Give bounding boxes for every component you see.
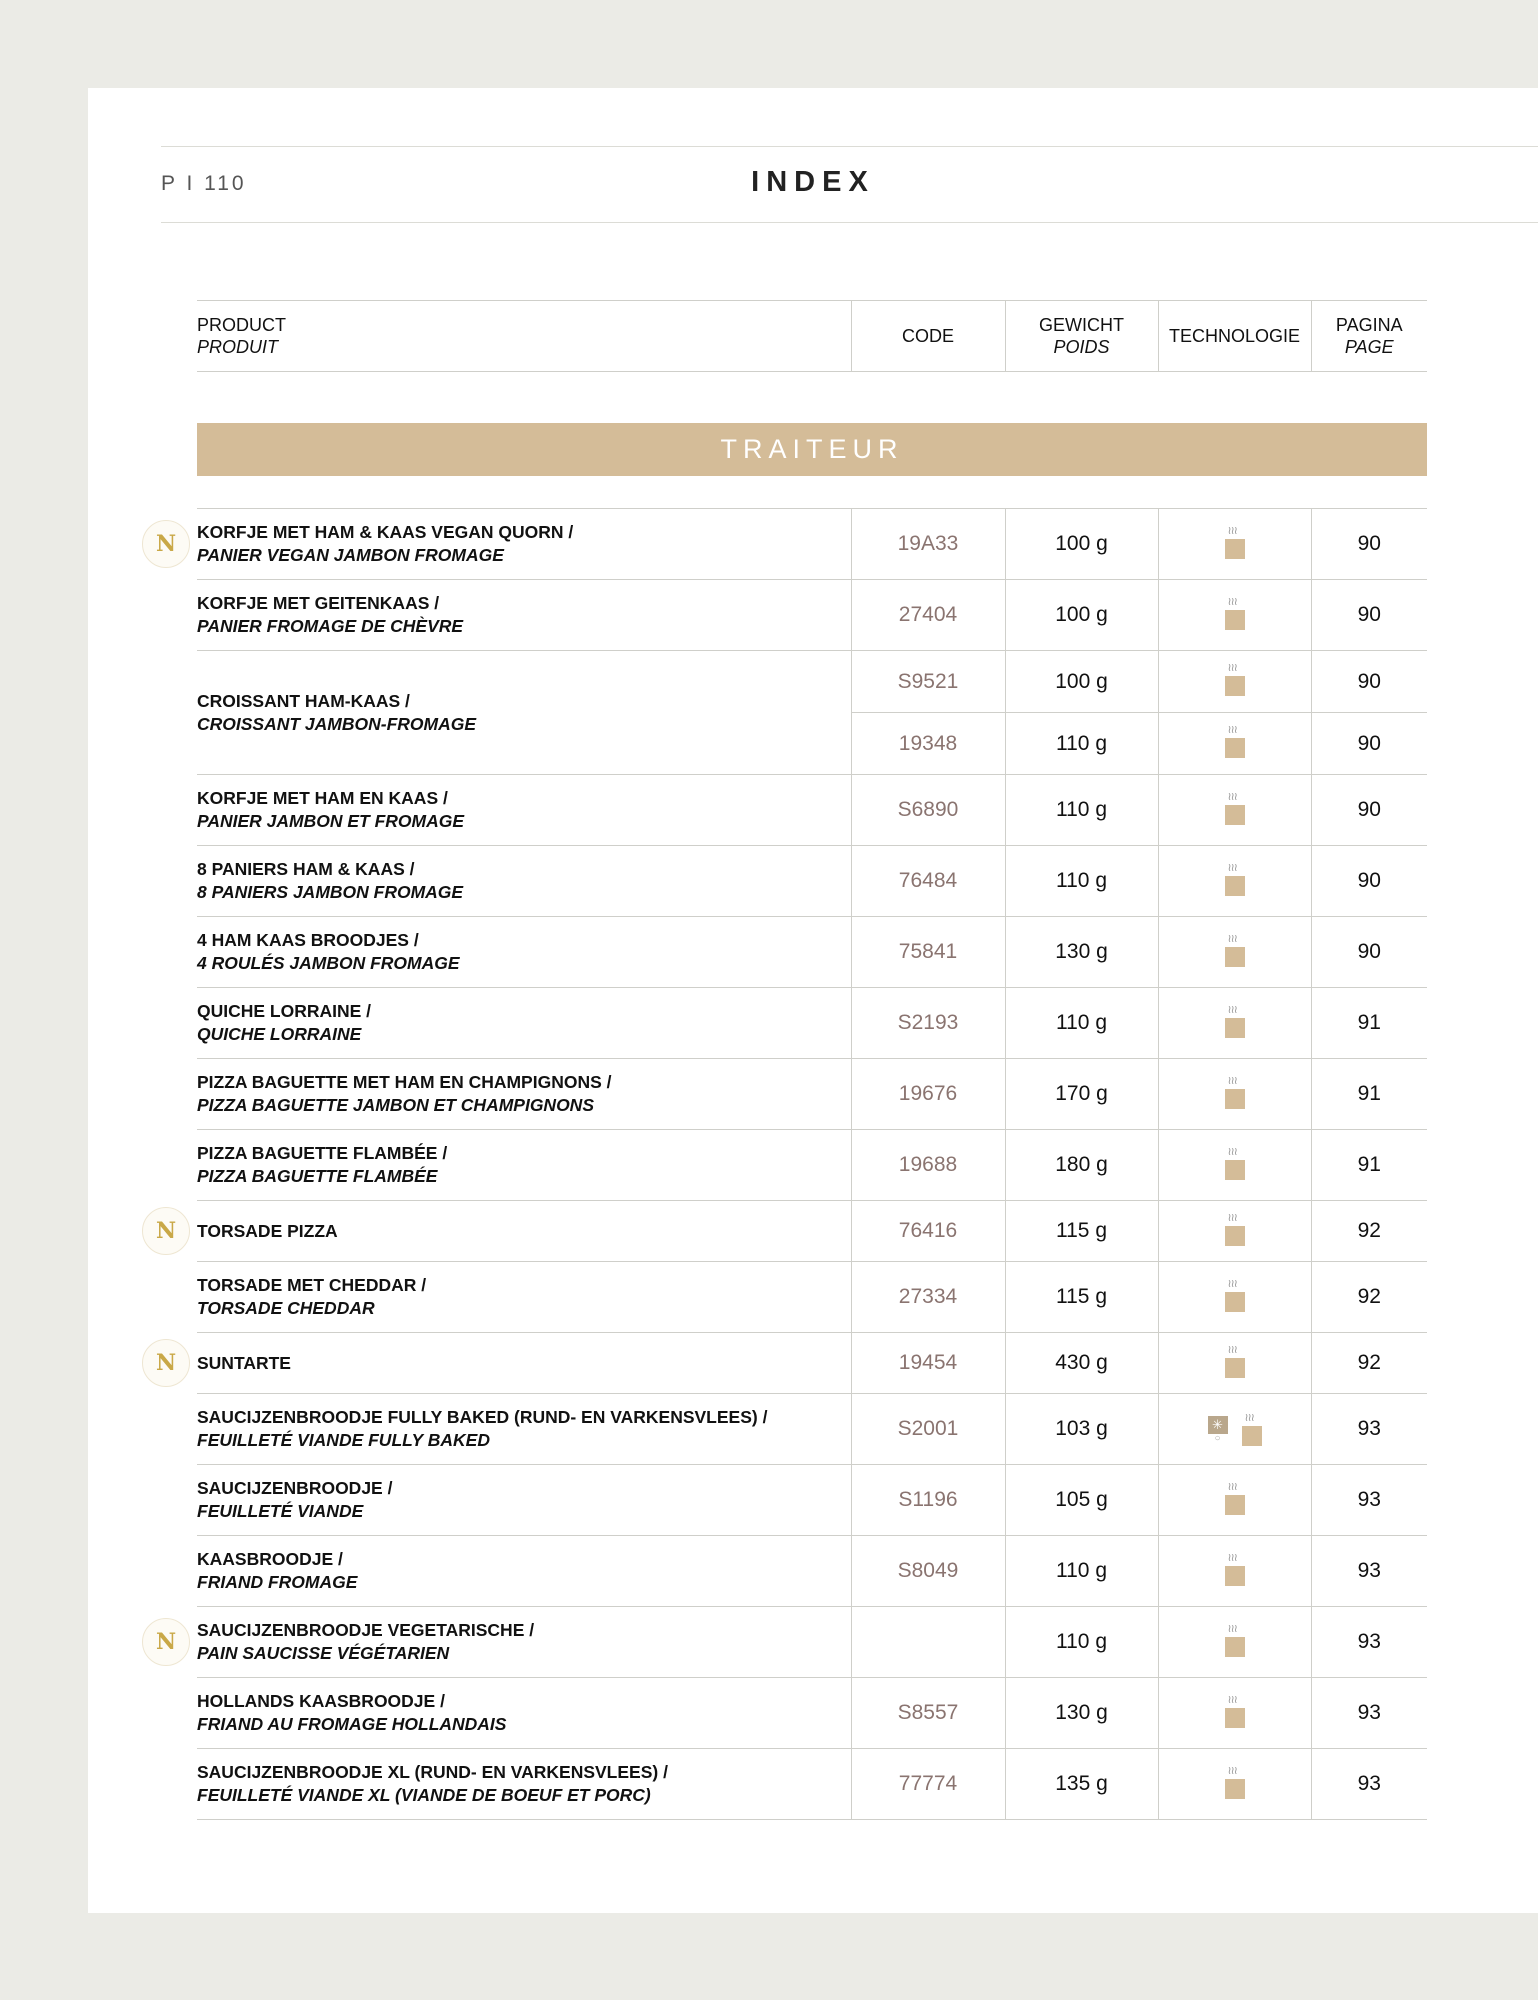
product-name-fr: 4 ROULÉS JAMBON FROMAGE [197, 953, 460, 973]
product-name [197, 1690, 851, 1736]
frozen-thaw-icon: ✳ ○ [1208, 1416, 1228, 1446]
product-code [851, 1607, 1005, 1678]
technology [1158, 988, 1311, 1059]
technology [1158, 1059, 1311, 1130]
heat-icon: ≀≀≀ [1225, 791, 1245, 825]
col-tech: TECHNOLOGIE [1158, 301, 1311, 372]
page-ref: 93 [1311, 1749, 1427, 1820]
product-name [155, 521, 851, 567]
heat-icon: ≀≀≀ [1225, 525, 1245, 559]
product-weight: 110 g [1005, 1607, 1158, 1678]
product-name-fr: TORSADE CHEDDAR [197, 1298, 375, 1318]
new-badge-icon: N [142, 1207, 190, 1255]
technology [1158, 1333, 1311, 1394]
table-row [197, 1536, 1427, 1607]
product-code: S8557 [851, 1678, 1005, 1749]
heat-icon: ≀≀≀ [1225, 862, 1245, 896]
page-ref: 91 [1311, 988, 1427, 1059]
table-header [197, 300, 1427, 372]
product-name-nl: TORSADE PIZZA [197, 1220, 338, 1241]
product-name-fr: QUICHE LORRAINE [197, 1024, 362, 1044]
page-title: INDEX [751, 166, 875, 198]
technology [1158, 509, 1311, 580]
new-badge-icon: N [142, 520, 190, 568]
technology [1158, 1201, 1311, 1262]
product-code: 76416 [851, 1201, 1005, 1262]
col-page: PAGINA PAGE [1311, 301, 1427, 372]
page-ref: 91 [1311, 1130, 1427, 1201]
page-ref: 93 [1311, 1678, 1427, 1749]
product-name-nl: QUICHE LORRAINE / [197, 1001, 372, 1022]
product-name [197, 1071, 851, 1117]
product-code: 19688 [851, 1130, 1005, 1201]
product-name [197, 929, 851, 975]
table-row [197, 1607, 1427, 1678]
product-code: S2193 [851, 988, 1005, 1059]
heat-icon: ≀≀≀ [1225, 1481, 1245, 1515]
product-code: S2001 [851, 1394, 1005, 1465]
technology [1158, 1465, 1311, 1536]
table-row [197, 1465, 1427, 1536]
table-row [197, 509, 1427, 580]
product-weight: 110 g [1005, 775, 1158, 846]
product-name-nl: KORFJE MET GEITENKAAS / [197, 593, 440, 614]
product-name [197, 1548, 851, 1594]
heat-icon: ≀≀≀ [1225, 1694, 1245, 1728]
page-ref: 90 [1311, 509, 1427, 580]
product-name-nl: KAASBROODJE / [197, 1549, 343, 1570]
table-row [197, 651, 1427, 713]
page-ref: 92 [1311, 1262, 1427, 1333]
technology [1158, 651, 1311, 713]
product-name-fr: PANIER FROMAGE DE CHÈVRE [197, 616, 464, 636]
product-weight: 110 g [1005, 1536, 1158, 1607]
technology [1158, 1130, 1311, 1201]
table-row [197, 775, 1427, 846]
table-row [197, 1678, 1427, 1749]
product-name [155, 1350, 851, 1376]
product-weight: 100 g [1005, 580, 1158, 651]
new-badge-icon: N [142, 1618, 190, 1666]
product-weight: 100 g [1005, 651, 1158, 713]
table-row [197, 846, 1427, 917]
product-name-fr: 8 PANIERS JAMBON FROMAGE [197, 882, 464, 902]
table-row [197, 580, 1427, 651]
table-row [197, 1130, 1427, 1201]
technology [1158, 713, 1311, 775]
product-name-nl: SAUCIJZENBROODJE / [197, 1478, 393, 1499]
product-name [197, 1274, 851, 1320]
product-code: S9521 [851, 651, 1005, 713]
page-ref: 91 [1311, 1059, 1427, 1130]
technology [1158, 1262, 1311, 1333]
new-badge-icon: N [142, 1339, 190, 1387]
page-ref: 90 [1311, 713, 1427, 775]
product-name-nl: PIZZA BAGUETTE MET HAM EN CHAMPIGNONS / [197, 1072, 612, 1093]
product-name-fr: PAIN SAUCISSE VÉGÉTARIEN [197, 1643, 450, 1663]
product-weight: 170 g [1005, 1059, 1158, 1130]
header-rule-bottom [161, 222, 1538, 223]
product-name-fr: FRIAND FROMAGE [197, 1572, 358, 1592]
page-ref: 93 [1311, 1607, 1427, 1678]
technology [1158, 1536, 1311, 1607]
product-weight: 135 g [1005, 1749, 1158, 1820]
page-ref: 90 [1311, 775, 1427, 846]
page-ref: 90 [1311, 580, 1427, 651]
product-weight: 130 g [1005, 1678, 1158, 1749]
technology [1158, 1394, 1311, 1465]
product-name-fr: CROISSANT JAMBON-FROMAGE [197, 713, 477, 734]
heat-icon: ≀≀≀ [1225, 1623, 1245, 1657]
product-table [155, 508, 1427, 1820]
product-weight: 100 g [1005, 509, 1158, 580]
technology [1158, 1749, 1311, 1820]
heat-icon: ≀≀≀ [1225, 1278, 1245, 1312]
product-weight: 103 g [1005, 1394, 1158, 1465]
product-weight: 130 g [1005, 917, 1158, 988]
product-name-nl: SAUCIJZENBROODJE VEGETARISCHE / [197, 1620, 535, 1641]
page-ref: 92 [1311, 1201, 1427, 1262]
product-name-nl: HOLLANDS KAASBROODJE / [197, 1691, 445, 1712]
table-row [197, 1333, 1427, 1394]
product-code: 75841 [851, 917, 1005, 988]
heat-icon: ≀≀≀ [1225, 1075, 1245, 1109]
heat-icon: ≀≀≀ [1225, 662, 1245, 696]
product-name-fr: PANIER VEGAN JAMBON FROMAGE [197, 545, 504, 565]
product-name [197, 592, 851, 638]
product-name [155, 1218, 851, 1244]
technology [1158, 917, 1311, 988]
page-ref: 90 [1311, 651, 1427, 713]
product-name [197, 1477, 851, 1523]
product-code: S6890 [851, 775, 1005, 846]
product-name [197, 1406, 851, 1452]
table-row [197, 988, 1427, 1059]
product-name [155, 1619, 851, 1665]
product-code: 77774 [851, 1749, 1005, 1820]
col-code: CODE [851, 301, 1005, 372]
product-name-nl: SAUCIJZENBROODJE XL (RUND- EN VARKENSVLEES) / [197, 1762, 668, 1783]
heat-icon: ≀≀≀ [1225, 1344, 1245, 1378]
product-name-fr: PIZZA BAGUETTE FLAMBÉE [197, 1166, 438, 1186]
product-name-nl: 4 HAM KAAS BROODJES / [197, 930, 419, 951]
product-name [197, 858, 851, 904]
table-row [197, 1262, 1427, 1333]
product-code: 19676 [851, 1059, 1005, 1130]
table-row [197, 1201, 1427, 1262]
product-weight: 110 g [1005, 846, 1158, 917]
product-weight: 180 g [1005, 1130, 1158, 1201]
heat-icon: ≀≀≀ [1225, 1146, 1245, 1180]
technology [1158, 580, 1311, 651]
product-name [197, 1761, 851, 1807]
heat-icon: ≀≀≀ [1225, 724, 1245, 758]
product-code: 19348 [851, 713, 1005, 775]
product-name-fr: FRIAND AU FROMAGE HOLLANDAIS [197, 1714, 507, 1734]
product-code: S8049 [851, 1536, 1005, 1607]
product-weight: 105 g [1005, 1465, 1158, 1536]
product-name-nl: TORSADE MET CHEDDAR / [197, 1275, 427, 1296]
product-code: 76484 [851, 846, 1005, 917]
table-row [197, 1059, 1427, 1130]
page-ref: 93 [1311, 1465, 1427, 1536]
product-name-nl: CROISSANT HAM-KAAS / [197, 690, 410, 711]
page-ref: 90 [1311, 917, 1427, 988]
product-name-nl: KORFJE MET HAM & KAAS VEGAN QUORN / [197, 522, 574, 543]
product-name-nl: SUNTARTE [197, 1352, 291, 1373]
product-name-fr: PIZZA BAGUETTE JAMBON ET CHAMPIGNONS [197, 1095, 594, 1115]
product-weight: 115 g [1005, 1262, 1158, 1333]
heat-icon: ≀≀≀ [1225, 596, 1245, 630]
product-name-nl: SAUCIJZENBROODJE FULLY BAKED (RUND- EN VARKENSVLEES) / [197, 1407, 768, 1428]
product-name-fr: FEUILLETÉ VIANDE XL (VIANDE DE BOEUF ET PORC) [197, 1785, 651, 1805]
product-name-fr: PANIER JAMBON ET FROMAGE [197, 811, 465, 831]
product-name [197, 1000, 851, 1046]
technology [1158, 846, 1311, 917]
page-ref: 90 [1311, 846, 1427, 917]
page-number: P I 110 [161, 172, 247, 195]
product-code: 27404 [851, 580, 1005, 651]
product-code: 19454 [851, 1333, 1005, 1394]
section-band: TRAITEUR [197, 423, 1427, 476]
technology [1158, 775, 1311, 846]
header-rule-top [161, 146, 1538, 147]
product-name [197, 1142, 851, 1188]
heat-icon: ≀≀≀ [1225, 1765, 1245, 1799]
heat-icon: ≀≀≀ [1225, 1552, 1245, 1586]
heat-icon: ≀≀≀ [1242, 1412, 1262, 1446]
product-weight: 115 g [1005, 1201, 1158, 1262]
product-weight: 430 g [1005, 1333, 1158, 1394]
page-ref: 92 [1311, 1333, 1427, 1394]
col-weight: GEWICHT POIDS [1005, 301, 1158, 372]
product-name-nl: 8 PANIERS HAM & KAAS / [197, 859, 415, 880]
heat-icon: ≀≀≀ [1225, 933, 1245, 967]
page-ref: 93 [1311, 1536, 1427, 1607]
product-code: 19A33 [851, 509, 1005, 580]
product-name-fr: FEUILLETÉ VIANDE [197, 1501, 364, 1521]
technology [1158, 1678, 1311, 1749]
table-row [197, 1394, 1427, 1465]
product-code: S1196 [851, 1465, 1005, 1536]
col-product: PRODUCT PRODUIT [197, 301, 851, 372]
page-ref: 93 [1311, 1394, 1427, 1465]
table-row [197, 917, 1427, 988]
product-weight: 110 g [1005, 713, 1158, 775]
heat-icon: ≀≀≀ [1225, 1004, 1245, 1038]
product-name-nl: PIZZA BAGUETTE FLAMBÉE / [197, 1143, 448, 1164]
product-name [197, 787, 851, 833]
product-weight: 110 g [1005, 988, 1158, 1059]
product-name-fr: FEUILLETÉ VIANDE FULLY BAKED [197, 1430, 490, 1450]
product-name [197, 690, 851, 736]
technology [1158, 1607, 1311, 1678]
table-row [197, 1749, 1427, 1820]
product-name-nl: KORFJE MET HAM EN KAAS / [197, 788, 448, 809]
product-code: 27334 [851, 1262, 1005, 1333]
heat-icon: ≀≀≀ [1225, 1212, 1245, 1246]
